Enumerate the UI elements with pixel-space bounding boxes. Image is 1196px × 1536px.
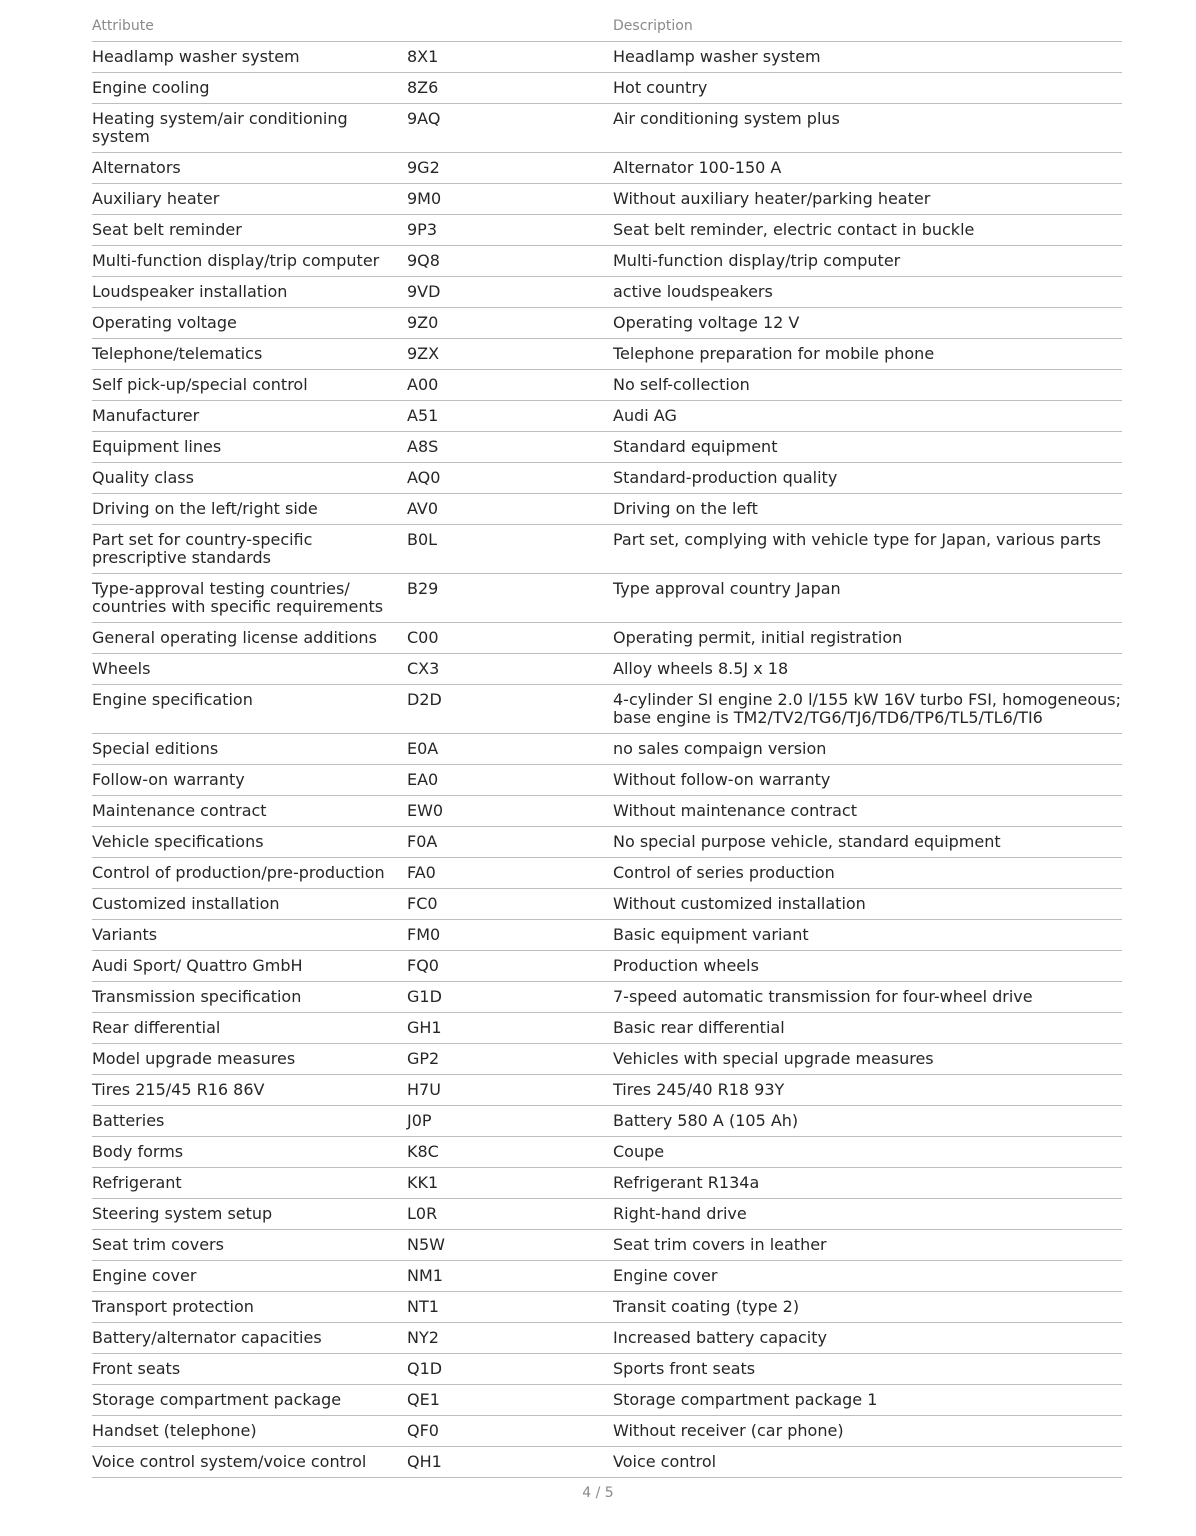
table-row — [92, 1013, 1122, 1044]
attribute-cell: Audi Sport/ Quattro GmbH — [92, 951, 407, 982]
attribute-cell: Customized installation — [92, 889, 407, 920]
header-attribute: Attribute — [92, 12, 407, 42]
code-cell: AV0 — [407, 494, 613, 525]
table-row — [92, 42, 1122, 73]
description-cell: Driving on the left — [613, 494, 1122, 525]
description-cell: Alloy wheels 8.5J x 18 — [613, 654, 1122, 685]
code-cell: 9M0 — [407, 184, 613, 215]
table-row — [92, 734, 1122, 765]
description-cell: Seat belt reminder, electric contact in buckle — [613, 215, 1122, 246]
attribute-cell: Manufacturer — [92, 401, 407, 432]
description-cell: Right-hand drive — [613, 1199, 1122, 1230]
description-cell: Without customized installation — [613, 889, 1122, 920]
description-cell: Without auxiliary heater/parking heater — [613, 184, 1122, 215]
table-row — [92, 889, 1122, 920]
table-row — [92, 215, 1122, 246]
description-cell: Type approval country Japan — [613, 574, 1122, 623]
attribute-cell: Loudspeaker installation — [92, 277, 407, 308]
code-cell: K8C — [407, 1137, 613, 1168]
table-row — [92, 685, 1122, 734]
attribute-cell: Auxiliary heater — [92, 184, 407, 215]
table-row — [92, 1323, 1122, 1354]
table-row — [92, 525, 1122, 574]
description-cell: Without follow-on warranty — [613, 765, 1122, 796]
table-row — [92, 1447, 1122, 1478]
code-cell: B29 — [407, 574, 613, 623]
code-cell: 9AQ — [407, 104, 613, 153]
table-row — [92, 1106, 1122, 1137]
attribute-cell: Batteries — [92, 1106, 407, 1137]
attribute-cell: Refrigerant — [92, 1168, 407, 1199]
description-cell: Without receiver (car phone) — [613, 1416, 1122, 1447]
table-row — [92, 339, 1122, 370]
description-cell: Sports front seats — [613, 1354, 1122, 1385]
code-cell: EW0 — [407, 796, 613, 827]
code-cell: B0L — [407, 525, 613, 574]
table-row — [92, 246, 1122, 277]
attribute-cell: Telephone/telematics — [92, 339, 407, 370]
table-row — [92, 796, 1122, 827]
description-cell: Vehicles with special upgrade measures — [613, 1044, 1122, 1075]
description-cell: Storage compartment package 1 — [613, 1385, 1122, 1416]
attribute-cell: Heating system/air conditioning system — [92, 104, 407, 153]
description-cell: Part set, complying with vehicle type for Japan, various parts — [613, 525, 1122, 574]
table-header — [92, 12, 1122, 42]
table-row — [92, 982, 1122, 1013]
attribute-cell: Front seats — [92, 1354, 407, 1385]
code-cell: 9VD — [407, 277, 613, 308]
table-row — [92, 1168, 1122, 1199]
code-cell: 8X1 — [407, 42, 613, 73]
table-row — [92, 1292, 1122, 1323]
attribute-cell: Part set for country-specific prescriptive standards — [92, 525, 407, 574]
description-cell: Headlamp washer system — [613, 42, 1122, 73]
description-cell: Coupe — [613, 1137, 1122, 1168]
attribute-cell: Type-approval testing countries/ countries with specific requirements — [92, 574, 407, 623]
page-indicator: 4 / 5 — [582, 1485, 614, 1501]
attribute-cell: Steering system setup — [92, 1199, 407, 1230]
table-row — [92, 153, 1122, 184]
code-cell: 9P3 — [407, 215, 613, 246]
attribute-cell: Voice control system/voice control — [92, 1447, 407, 1478]
description-cell: Production wheels — [613, 951, 1122, 982]
equipment-table — [92, 12, 1122, 1478]
code-cell: F0A — [407, 827, 613, 858]
table-row — [92, 1075, 1122, 1106]
table-row — [92, 370, 1122, 401]
attribute-cell: Engine cover — [92, 1261, 407, 1292]
table-row — [92, 1416, 1122, 1447]
description-cell: 4-cylinder SI engine 2.0 l/155 kW 16V turbo FSI, homogeneous; base engine is TM2/TV2/TG6/TJ6/TD6/TP6/TL5/TL6/TI6 — [613, 685, 1122, 734]
table-row — [92, 920, 1122, 951]
description-cell: active loudspeakers — [613, 277, 1122, 308]
attribute-cell: Headlamp washer system — [92, 42, 407, 73]
table-row — [92, 1261, 1122, 1292]
attribute-cell: Handset (telephone) — [92, 1416, 407, 1447]
description-cell: Refrigerant R134a — [613, 1168, 1122, 1199]
code-cell: NM1 — [407, 1261, 613, 1292]
table-row — [92, 184, 1122, 215]
attribute-cell: Seat belt reminder — [92, 215, 407, 246]
description-cell: Battery 580 A (105 Ah) — [613, 1106, 1122, 1137]
code-cell: A00 — [407, 370, 613, 401]
attribute-cell: General operating license additions — [92, 623, 407, 654]
attribute-cell: Quality class — [92, 463, 407, 494]
attribute-cell: Seat trim covers — [92, 1230, 407, 1261]
attribute-cell: Vehicle specifications — [92, 827, 407, 858]
table-row — [92, 623, 1122, 654]
table-row — [92, 73, 1122, 104]
code-cell: A8S — [407, 432, 613, 463]
code-cell: QE1 — [407, 1385, 613, 1416]
table-row — [92, 827, 1122, 858]
attribute-cell: Transport protection — [92, 1292, 407, 1323]
attribute-cell: Engine cooling — [92, 73, 407, 104]
table-row — [92, 277, 1122, 308]
table-row — [92, 1199, 1122, 1230]
code-cell: C00 — [407, 623, 613, 654]
attribute-cell: Variants — [92, 920, 407, 951]
code-cell: Q1D — [407, 1354, 613, 1385]
description-cell: no sales compaign version — [613, 734, 1122, 765]
description-cell: Operating voltage 12 V — [613, 308, 1122, 339]
description-cell: Standard-production quality — [613, 463, 1122, 494]
table-row — [92, 308, 1122, 339]
code-cell: FM0 — [407, 920, 613, 951]
header-row — [92, 12, 1122, 42]
code-cell: 9ZX — [407, 339, 613, 370]
code-cell: G1D — [407, 982, 613, 1013]
code-cell: 9Z0 — [407, 308, 613, 339]
attribute-cell: Engine specification — [92, 685, 407, 734]
attribute-cell: Multi-function display/trip computer — [92, 246, 407, 277]
table-row — [92, 432, 1122, 463]
attribute-cell: Model upgrade measures — [92, 1044, 407, 1075]
description-cell: Air conditioning system plus — [613, 104, 1122, 153]
attribute-cell: Transmission specification — [92, 982, 407, 1013]
description-cell: Engine cover — [613, 1261, 1122, 1292]
description-cell: Control of series production — [613, 858, 1122, 889]
description-cell: No special purpose vehicle, standard equipment — [613, 827, 1122, 858]
table-row — [92, 654, 1122, 685]
table-row — [92, 1137, 1122, 1168]
code-cell: N5W — [407, 1230, 613, 1261]
description-cell: Basic equipment variant — [613, 920, 1122, 951]
code-cell: FQ0 — [407, 951, 613, 982]
table-row — [92, 574, 1122, 623]
attribute-cell: Operating voltage — [92, 308, 407, 339]
table-body — [92, 42, 1122, 1478]
description-cell: No self-collection — [613, 370, 1122, 401]
attribute-cell: Special editions — [92, 734, 407, 765]
table-row — [92, 104, 1122, 153]
header-description: Description — [613, 12, 1122, 42]
code-cell: QH1 — [407, 1447, 613, 1478]
code-cell: GP2 — [407, 1044, 613, 1075]
description-cell: Multi-function display/trip computer — [613, 246, 1122, 277]
description-cell: Standard equipment — [613, 432, 1122, 463]
code-cell: D2D — [407, 685, 613, 734]
attribute-cell: Maintenance contract — [92, 796, 407, 827]
attribute-cell: Self pick-up/special control — [92, 370, 407, 401]
table-row — [92, 858, 1122, 889]
attribute-cell: Wheels — [92, 654, 407, 685]
table-row — [92, 1385, 1122, 1416]
attribute-cell: Equipment lines — [92, 432, 407, 463]
table-row — [92, 401, 1122, 432]
attribute-cell: Storage compartment package — [92, 1385, 407, 1416]
table-row — [92, 1044, 1122, 1075]
table-row — [92, 494, 1122, 525]
description-cell: Telephone preparation for mobile phone — [613, 339, 1122, 370]
document-page — [92, 12, 1122, 1478]
code-cell: E0A — [407, 734, 613, 765]
description-cell: Seat trim covers in leather — [613, 1230, 1122, 1261]
code-cell: GH1 — [407, 1013, 613, 1044]
table-row — [92, 1354, 1122, 1385]
code-cell: KK1 — [407, 1168, 613, 1199]
table-row — [92, 951, 1122, 982]
attribute-cell: Follow-on warranty — [92, 765, 407, 796]
description-cell: Transit coating (type 2) — [613, 1292, 1122, 1323]
description-cell: Without maintenance contract — [613, 796, 1122, 827]
code-cell: A51 — [407, 401, 613, 432]
code-cell: FA0 — [407, 858, 613, 889]
description-cell: Voice control — [613, 1447, 1122, 1478]
header-code — [407, 12, 613, 42]
code-cell: CX3 — [407, 654, 613, 685]
attribute-cell: Alternators — [92, 153, 407, 184]
code-cell: QF0 — [407, 1416, 613, 1447]
description-cell: Alternator 100-150 A — [613, 153, 1122, 184]
description-cell: 7-speed automatic transmission for four-wheel drive — [613, 982, 1122, 1013]
description-cell: Increased battery capacity — [613, 1323, 1122, 1354]
code-cell: FC0 — [407, 889, 613, 920]
attribute-cell: Driving on the left/right side — [92, 494, 407, 525]
attribute-cell: Body forms — [92, 1137, 407, 1168]
code-cell: NT1 — [407, 1292, 613, 1323]
attribute-cell: Rear differential — [92, 1013, 407, 1044]
table-row — [92, 463, 1122, 494]
table-row — [92, 1230, 1122, 1261]
description-cell: Operating permit, initial registration — [613, 623, 1122, 654]
code-cell: NY2 — [407, 1323, 613, 1354]
code-cell: L0R — [407, 1199, 613, 1230]
description-cell: Hot country — [613, 73, 1122, 104]
description-cell: Tires 245/40 R18 93Y — [613, 1075, 1122, 1106]
code-cell: EA0 — [407, 765, 613, 796]
attribute-cell: Tires 215/45 R16 86V — [92, 1075, 407, 1106]
description-cell: Basic rear differential — [613, 1013, 1122, 1044]
code-cell: J0P — [407, 1106, 613, 1137]
code-cell: 8Z6 — [407, 73, 613, 104]
attribute-cell: Battery/alternator capacities — [92, 1323, 407, 1354]
code-cell: 9Q8 — [407, 246, 613, 277]
table-row — [92, 765, 1122, 796]
description-cell: Audi AG — [613, 401, 1122, 432]
attribute-cell: Control of production/pre-production — [92, 858, 407, 889]
code-cell: 9G2 — [407, 153, 613, 184]
code-cell: H7U — [407, 1075, 613, 1106]
code-cell: AQ0 — [407, 463, 613, 494]
